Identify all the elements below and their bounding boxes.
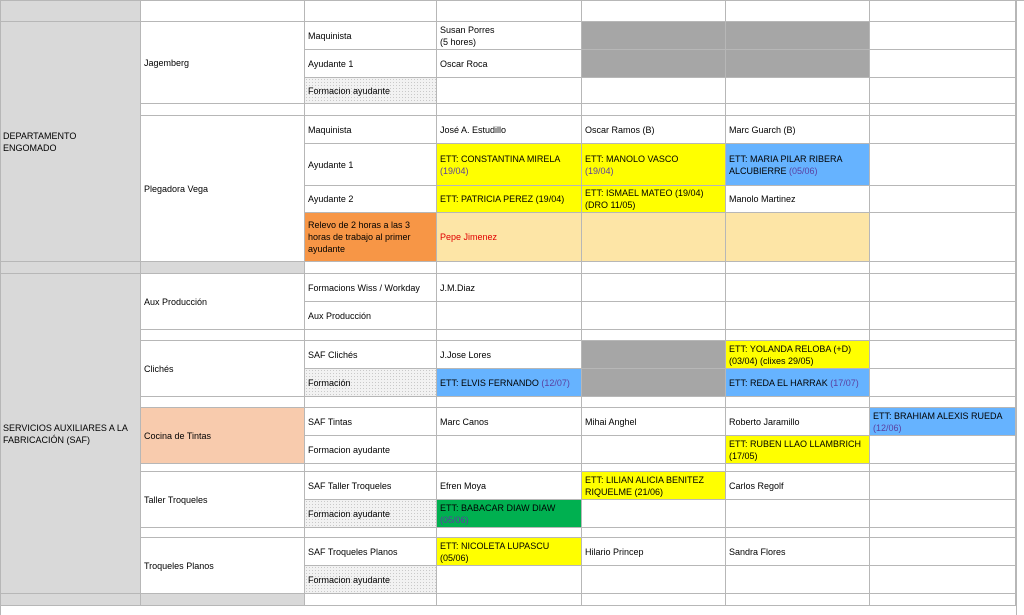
assignee-text: ETT: PATRICIA PEREZ (19/04)	[440, 194, 565, 204]
role-cell[interactable]	[305, 186, 437, 213]
role-cell[interactable]	[305, 369, 437, 397]
assignee-text: José A. Estudillo	[440, 124, 507, 135]
role-label: Formacion ayudante	[308, 85, 391, 96]
blocked-cell[interactable]	[582, 369, 726, 397]
empty-cell[interactable]	[582, 274, 726, 302]
spacer-cell[interactable]	[141, 397, 305, 408]
spacer-cell[interactable]	[870, 0, 1016, 22]
section-taller-troqueles[interactable]	[141, 472, 305, 528]
spacer-cell[interactable]	[305, 330, 437, 341]
section-cocina-tintas[interactable]	[141, 408, 305, 464]
section-label: Aux Producción	[144, 296, 208, 307]
spacer-cell[interactable]	[582, 594, 726, 606]
ett-assignment-cell[interactable]	[870, 408, 1016, 436]
ett-date: (05/06)	[440, 514, 469, 525]
department-label: SERVICIOS AUXILIARES A LA FABRICACIÓN (SAF)	[3, 422, 128, 445]
empty-cell[interactable]	[582, 78, 726, 104]
role-cell[interactable]	[305, 22, 437, 50]
spacer-cell[interactable]	[437, 594, 582, 606]
blocked-cell[interactable]	[726, 22, 870, 50]
assignment-cell[interactable]	[437, 341, 582, 369]
empty-cell[interactable]	[437, 302, 582, 330]
empty-cell[interactable]	[437, 566, 582, 594]
section-aux-produccion[interactable]	[141, 274, 305, 330]
spacer-cell[interactable]	[437, 528, 582, 538]
blocked-cell[interactable]	[726, 50, 870, 78]
role-cell[interactable]	[305, 436, 437, 464]
assignee-text	[729, 377, 859, 389]
empty-cell[interactable]	[870, 436, 1016, 464]
empty-cell[interactable]	[870, 22, 1016, 50]
spacer-cell[interactable]	[141, 528, 305, 538]
ett-date: (19/04)	[585, 165, 614, 176]
role-cell[interactable]	[305, 566, 437, 594]
ett-assignment-cell[interactable]	[726, 341, 870, 369]
empty-cell[interactable]	[726, 500, 870, 528]
role-label: SAF Clichés	[308, 349, 358, 360]
role-label: SAF Tintas	[308, 416, 353, 427]
ett-name: ETT: ELVIS FERNANDO	[440, 377, 539, 388]
assignment-cell[interactable]	[437, 50, 582, 78]
department-label: DEPARTAMENTO ENGOMADO	[3, 130, 77, 153]
role-label: SAF Taller Troqueles	[308, 480, 392, 491]
spacer-cell[interactable]	[437, 262, 582, 274]
section-label: Cocina de Tintas	[144, 430, 212, 441]
empty-cell[interactable]	[870, 50, 1016, 78]
ett-name: ETT: BRAHIAM ALEXIS RUEDA	[873, 410, 1003, 421]
empty-cell[interactable]	[582, 302, 726, 330]
ett-assignment-cell[interactable]	[437, 186, 582, 213]
spacer-cell[interactable]	[141, 464, 305, 472]
empty-cell[interactable]	[582, 436, 726, 464]
role-cell[interactable]	[305, 341, 437, 369]
empty-cell[interactable]	[870, 472, 1016, 500]
spacer-cell[interactable]	[870, 528, 1016, 538]
spacer-cell[interactable]	[870, 594, 1016, 606]
assignee-text: Hilario Princep	[585, 546, 644, 557]
role-label: Formacion ayudante	[308, 508, 391, 519]
spacer-cell[interactable]	[141, 330, 305, 341]
department-saf[interactable]	[0, 274, 141, 594]
empty-cell[interactable]	[870, 186, 1016, 213]
spacer-cell[interactable]	[305, 594, 437, 606]
ett-name: ETT: MARIA PILAR RIBERA ALCUBIERRE	[729, 153, 843, 176]
spacer-cell[interactable]	[0, 0, 141, 22]
assignee-text: ETT: LILIAN ALICIA BENITEZ RIQUELME (21/06)	[585, 474, 705, 497]
spacer-cell[interactable]	[870, 104, 1016, 116]
section-plegadora-vega[interactable]	[141, 116, 305, 262]
blocked-cell[interactable]	[582, 50, 726, 78]
role-label: Relevo de 2 horas a las 3 horas de trabajo al primer ayudante	[308, 220, 411, 254]
grid-line	[0, 0, 1024, 1]
spacer-cell[interactable]	[0, 594, 141, 606]
role-label: Formación	[308, 377, 351, 388]
section-troqueles-planos[interactable]	[141, 538, 305, 594]
assignment-cell[interactable]	[437, 472, 582, 500]
spacer-cell[interactable]	[726, 397, 870, 408]
empty-cell[interactable]	[437, 78, 582, 104]
assignee-text	[729, 343, 851, 367]
section-label: Troqueles Planos	[144, 560, 214, 571]
ett-assignment-cell[interactable]	[726, 369, 870, 397]
spacer-cell[interactable]	[437, 397, 582, 408]
assignee-text: Susan Porres (5 hores)	[440, 24, 495, 47]
spacer-cell[interactable]	[582, 397, 726, 408]
role-cell[interactable]	[305, 302, 437, 330]
role-label: Maquinista	[308, 30, 352, 41]
assignment-cell[interactable]	[726, 116, 870, 144]
ett-date: (03/04) (clixes 29/05)	[729, 355, 814, 366]
ett-date: (12/06)	[873, 422, 902, 433]
section-label: Clichés	[144, 363, 174, 374]
assignment-cell[interactable]	[437, 274, 582, 302]
section-jagemberg[interactable]	[141, 22, 305, 104]
empty-cell[interactable]	[870, 566, 1016, 594]
empty-cell[interactable]	[870, 341, 1016, 369]
spacer-cell[interactable]	[305, 0, 437, 22]
ett-assignment-cell[interactable]	[582, 472, 726, 500]
assignee-text: J.Jose Lores	[440, 349, 492, 360]
assignee-text: Mihai Anghel	[585, 416, 637, 427]
relevo-role-cell[interactable]	[305, 213, 437, 262]
section-label: Jagemberg	[144, 57, 190, 68]
spacer-cell[interactable]	[726, 0, 870, 22]
assignee-text	[440, 377, 570, 389]
assignee-text: Manolo Martinez	[729, 194, 796, 204]
empty-cell[interactable]	[870, 78, 1016, 104]
assignee-text: Oscar Ramos (B)	[585, 124, 655, 135]
empty-cell[interactable]	[870, 302, 1016, 330]
assignment-cell[interactable]	[726, 538, 870, 566]
role-label: Ayudante 1	[308, 58, 354, 69]
role-cell[interactable]	[305, 78, 437, 104]
ett-name: ETT: BABACAR DIAW DIAW	[440, 502, 556, 513]
assignee-text: Oscar Roca	[440, 58, 488, 69]
spacer-cell[interactable]	[726, 464, 870, 472]
role-cell[interactable]	[305, 500, 437, 528]
assignee-text	[440, 153, 560, 177]
ett-assignment-cell[interactable]	[437, 369, 582, 397]
spacer-cell[interactable]	[437, 0, 582, 22]
blocked-cell[interactable]	[582, 341, 726, 369]
assignee-text: Sandra Flores	[729, 546, 786, 557]
empty-cell[interactable]	[870, 500, 1016, 528]
role-cell[interactable]	[305, 472, 437, 500]
role-cell[interactable]	[305, 116, 437, 144]
spacer-cell[interactable]	[141, 104, 305, 116]
section-label: Plegadora Vega	[144, 183, 209, 194]
assignee-text: Pepe Jimenez	[440, 232, 498, 242]
assignment-cell[interactable]	[437, 116, 582, 144]
assignee-text: Roberto Jaramillo	[729, 416, 800, 427]
empty-cell[interactable]	[437, 436, 582, 464]
spacer-cell[interactable]	[305, 262, 437, 274]
assignee-text	[440, 502, 555, 526]
empty-cell[interactable]	[726, 302, 870, 330]
spacer-cell[interactable]	[582, 0, 726, 22]
empty-cell[interactable]	[870, 538, 1016, 566]
assignment-cell[interactable]	[582, 408, 726, 436]
ett-name: ETT: MANOLO VASCO	[585, 153, 679, 164]
assignee-text: ETT: RUBEN LLAO LLAMBRICH (17/05)	[729, 438, 862, 461]
assignment-cell[interactable]	[726, 472, 870, 500]
spacer-cell[interactable]	[141, 262, 305, 274]
spacer-cell[interactable]	[305, 397, 437, 408]
spacer-cell[interactable]	[582, 262, 726, 274]
empty-cell[interactable]	[726, 274, 870, 302]
section-label: Taller Troqueles	[144, 494, 208, 505]
spacer-cell[interactable]	[305, 104, 437, 116]
ett-assignment-cell[interactable]	[582, 144, 726, 186]
ett-assignment-cell[interactable]	[437, 538, 582, 566]
assignment-cell[interactable]	[437, 408, 582, 436]
spacer-cell[interactable]	[726, 528, 870, 538]
grid-line	[0, 0, 1, 615]
spacer-cell[interactable]	[437, 330, 582, 341]
assignment-cell[interactable]	[726, 186, 870, 213]
spacer-cell[interactable]	[141, 0, 305, 22]
spacer-cell[interactable]	[726, 330, 870, 341]
spacer-cell[interactable]	[870, 397, 1016, 408]
spacer-cell[interactable]	[305, 528, 437, 538]
assignee-text: Efren Moya	[440, 480, 487, 491]
assignee-text: J.M.Diaz	[440, 282, 476, 293]
spacer-cell[interactable]	[437, 104, 582, 116]
role-cell[interactable]	[305, 144, 437, 186]
empty-cell[interactable]	[726, 78, 870, 104]
role-label: Formacion ayudante	[308, 574, 391, 585]
relevo-assignment-cell[interactable]	[437, 213, 582, 262]
role-label: Formacion ayudante	[308, 444, 391, 455]
role-label: Maquinista	[308, 124, 352, 135]
spacer-cell[interactable]	[726, 262, 870, 274]
empty-cell[interactable]	[582, 500, 726, 528]
assignment-cell[interactable]	[437, 22, 582, 50]
spacer-cell[interactable]	[305, 464, 437, 472]
spacer-cell[interactable]	[582, 528, 726, 538]
spacer-cell[interactable]	[0, 262, 141, 274]
relevo-assignment-cell[interactable]	[726, 213, 870, 262]
role-label: Ayudante 2	[308, 194, 354, 204]
role-cell[interactable]	[305, 50, 437, 78]
ett-date: (17/07)	[830, 377, 859, 388]
spacer-cell[interactable]	[582, 330, 726, 341]
grid-line	[1016, 0, 1017, 615]
spacer-cell[interactable]	[870, 330, 1016, 341]
ett-assignment-cell[interactable]	[582, 186, 726, 213]
assignee-text: Marc Guarch (B)	[729, 124, 796, 135]
spacer-cell[interactable]	[582, 104, 726, 116]
ett-assignment-cell[interactable]	[726, 144, 870, 186]
blocked-cell[interactable]	[582, 22, 726, 50]
assignee-text: Marc Canos	[440, 416, 489, 427]
role-label: Formacions Wiss / Workday	[308, 282, 420, 293]
assignee-text	[585, 153, 678, 177]
assignee-text	[729, 153, 866, 177]
spacer-cell[interactable]	[870, 262, 1016, 274]
ett-assignment-cell[interactable]	[726, 436, 870, 464]
assignee-text: ETT: ISMAEL MATEO (19/04) (DRO 11/05)	[585, 188, 704, 210]
spacer-cell[interactable]	[437, 464, 582, 472]
empty-cell[interactable]	[870, 213, 1016, 262]
ett-name: ETT: YOLANDA RELOBA (+D)	[729, 343, 852, 354]
ett-assignment-cell[interactable]	[437, 144, 582, 186]
empty-cell[interactable]	[870, 144, 1016, 186]
assignee-text: ETT: NICOLETA LUPASCU (05/06)	[440, 540, 550, 563]
empty-cell[interactable]	[870, 369, 1016, 397]
role-cell[interactable]	[305, 538, 437, 566]
ett-date: (05/06)	[789, 165, 818, 176]
spacer-cell[interactable]	[141, 594, 305, 606]
empty-cell[interactable]	[870, 274, 1016, 302]
assignee-text	[873, 410, 1003, 434]
ett-name: ETT: REDA EL HARRAK	[729, 377, 828, 388]
spacer-cell[interactable]	[726, 104, 870, 116]
assignment-cell[interactable]	[582, 538, 726, 566]
assignment-cell[interactable]	[726, 408, 870, 436]
role-label: Ayudante 1	[308, 159, 354, 170]
spacer-cell[interactable]	[582, 464, 726, 472]
assignee-text: Carlos Regolf	[729, 480, 784, 491]
ett-assignment-cell[interactable]	[437, 500, 582, 528]
ett-date: (19/04)	[440, 165, 469, 176]
spacer-cell[interactable]	[726, 594, 870, 606]
assignment-cell[interactable]	[582, 116, 726, 144]
empty-cell[interactable]	[582, 566, 726, 594]
role-label: SAF Troqueles Planos	[308, 546, 398, 557]
role-label: Aux Producción	[308, 310, 372, 321]
ett-name: ETT: CONSTANTINA MIRELA	[440, 153, 561, 164]
role-cell[interactable]	[305, 274, 437, 302]
role-cell[interactable]	[305, 408, 437, 436]
department-engomado[interactable]	[0, 22, 141, 262]
section-cliches[interactable]	[141, 341, 305, 397]
empty-cell[interactable]	[870, 116, 1016, 144]
ett-date: (12/07)	[541, 377, 570, 388]
relevo-assignment-cell[interactable]	[582, 213, 726, 262]
empty-cell[interactable]	[726, 566, 870, 594]
spacer-cell[interactable]	[870, 464, 1016, 472]
